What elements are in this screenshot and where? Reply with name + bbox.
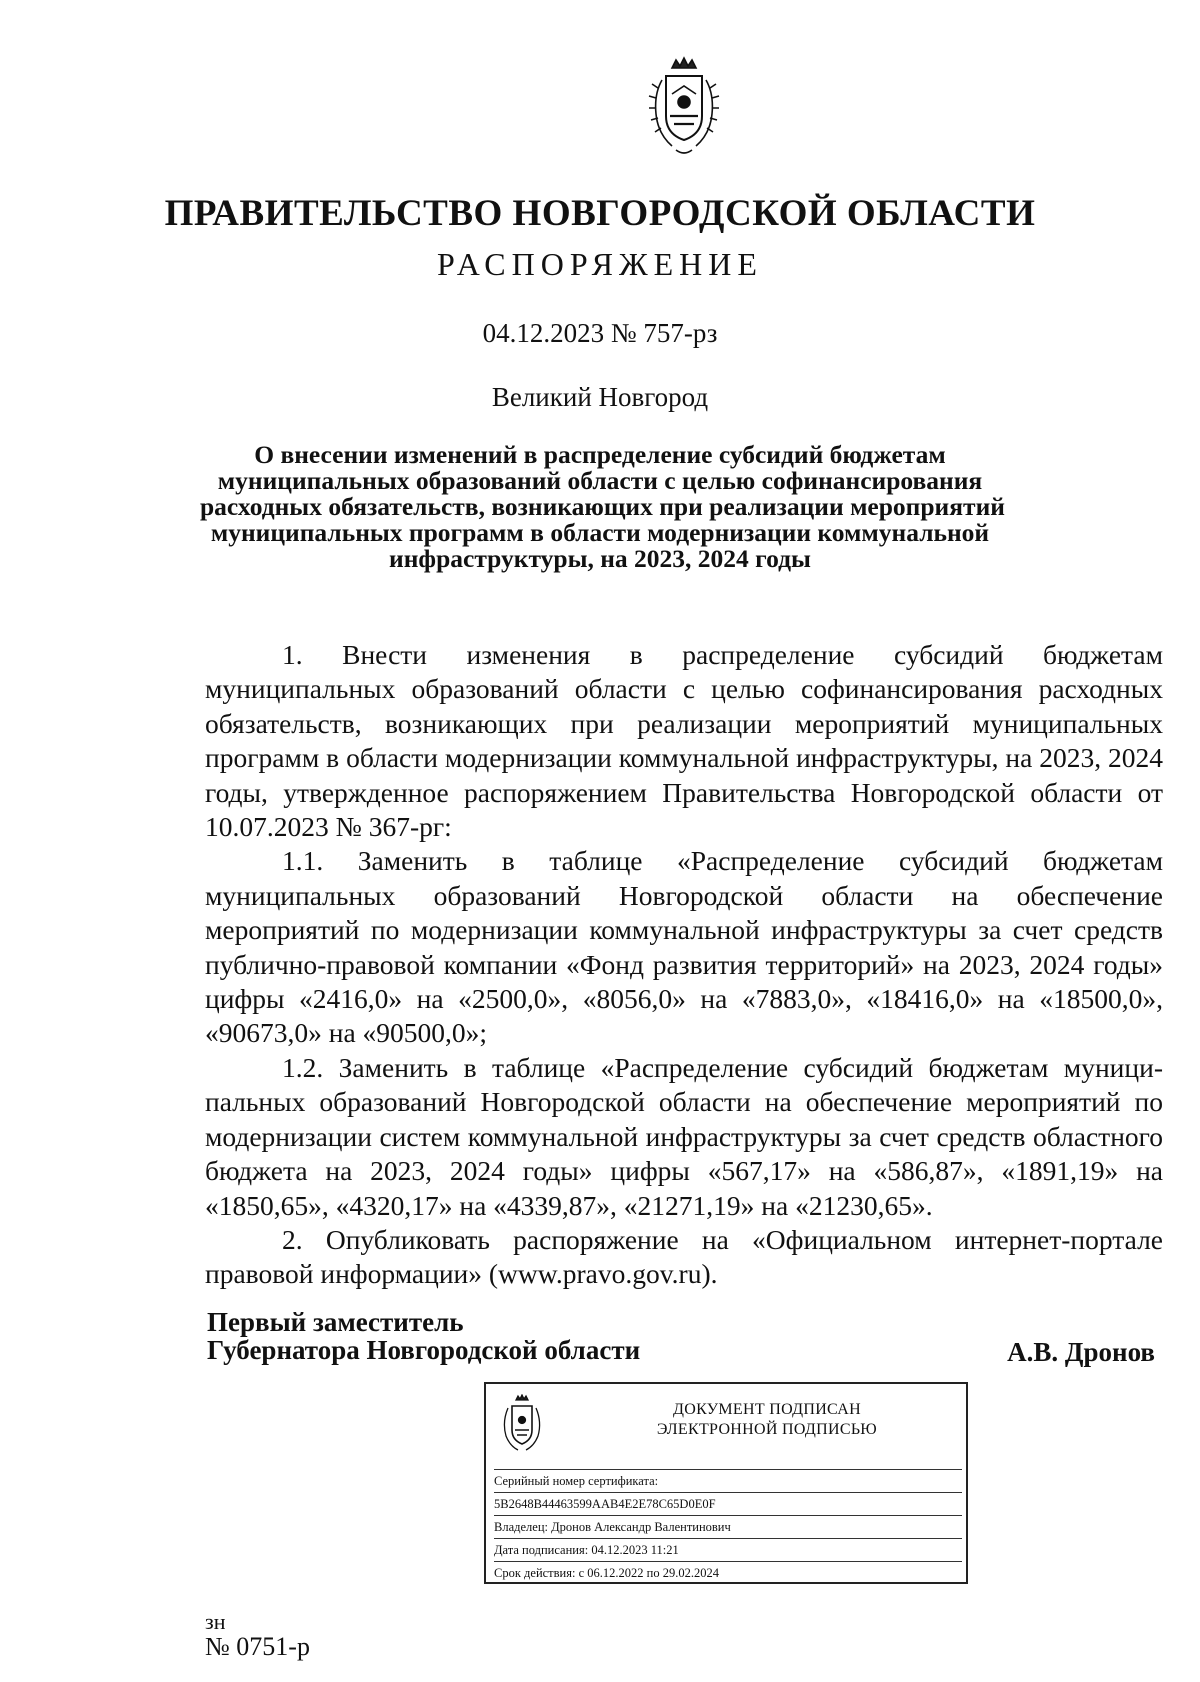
document-type: РАСПОРЯЖЕНИЕ: [437, 246, 763, 282]
signature-stamp-header-line: ЭЛЕКТРОННОЙ ПОДПИСЬЮ: [656, 1421, 878, 1438]
certificate-number: 5B2648B44463599AAB4E2E78C65D0E0F: [494, 1492, 962, 1515]
footer-number: № 0751-р: [205, 1632, 310, 1661]
body-paragraph-1-2: 1.2. Заменить в таблице «Распределение субсидий бюджетам муниципальных образований Новгородской области на обеспечение мероприятий по модернизации систем коммунальной инфраструктуры за счет средств областного бюджета на 2023, 2024 годы» цифры «567,17» на «586,87», «1891,19» на «1850,65», «4320,17» на «4339,87», «21271,19» на «21230,65».: [205, 1051, 1163, 1221]
certificate-label: Серийный номер сертификата:: [494, 1469, 962, 1492]
certificate-owner: Владелец: Дронов Александр Валентинович: [494, 1515, 962, 1538]
heading-line: муниципальных программ в области модернизации коммунальной: [210, 518, 990, 547]
signer-role: [207, 1308, 640, 1364]
signing-date: Дата подписания: 04.12.2023 11:21: [494, 1538, 962, 1561]
signature-stamp-header-line: ДОКУМЕНТ ПОДПИСАН: [673, 1401, 861, 1418]
heading-line: муниципальных образований области с целью софинансирования: [217, 466, 983, 495]
signature-stamp-details: [494, 1469, 962, 1584]
heading-line: расходных обязательств, возникающих при реализации мероприятий: [200, 492, 1005, 521]
certificate-validity: Срок действия: с 06.12.2022 по 29.02.2024: [494, 1561, 962, 1584]
electronic-signature-stamp: [484, 1382, 968, 1584]
document-city: Великий Новгород: [491, 382, 709, 412]
coat-of-arms-icon: [636, 54, 732, 162]
signer-role-line: Губернатора Новгородской области: [207, 1335, 641, 1365]
body-paragraph-1-1: 1.1. Заменить в таблице «Распределение субсидий бюджетам муниципальных образований Новгородской области на обеспечение мероприятий по модернизации коммунальной инфраструктуры за счет средств публично-правовой компании «Фонд развития территорий» на 2023, 2024 годы» цифры «2416,0» на «2500,0», «8056,0» на «7883,0», «18416,0» на «18500,0», «90673,0» на «90500,0»;: [205, 845, 1163, 1049]
body-paragraph-2: 2. Опубликовать распоряжение на «Официальном интернет-портале правовой информации» (www.pravo.gov.ru).: [205, 1223, 1163, 1290]
signature-stamp-header: [572, 1400, 962, 1440]
signer-role-line: Первый заместитель: [207, 1307, 464, 1337]
body-paragraph-1: 1. Внести изменения в распределение субсидий бюджетам муниципальных образований области с целью софинансирования расходных обязательств, возникающих при реализации мероприятий муниципальных программ в области модернизации коммунальной инфраструктуры, на 2023, 2024 годы, утвержденное распоряжением Правительства Новгородской области от 10.07.2023 № 367-рг:: [205, 639, 1163, 843]
document-body: [205, 638, 1163, 1292]
heading-line: инфраструктуры, на 2023, 2024 годы: [389, 544, 811, 573]
organization-title: ПРАВИТЕЛЬСТВО НОВГОРОДСКОЙ ОБЛАСТИ: [164, 193, 1036, 234]
document-date-number: 04.12.2023 № 757-рз: [482, 318, 718, 348]
signer-name: А.В. Дронов: [1007, 1337, 1155, 1367]
document-heading: [200, 440, 1005, 573]
heading-line: О внесении изменений в распределение субсидий бюджетам: [254, 440, 946, 469]
footer-code: зн: [205, 1609, 226, 1634]
stamp-coat-of-arms-icon: [496, 1394, 548, 1454]
